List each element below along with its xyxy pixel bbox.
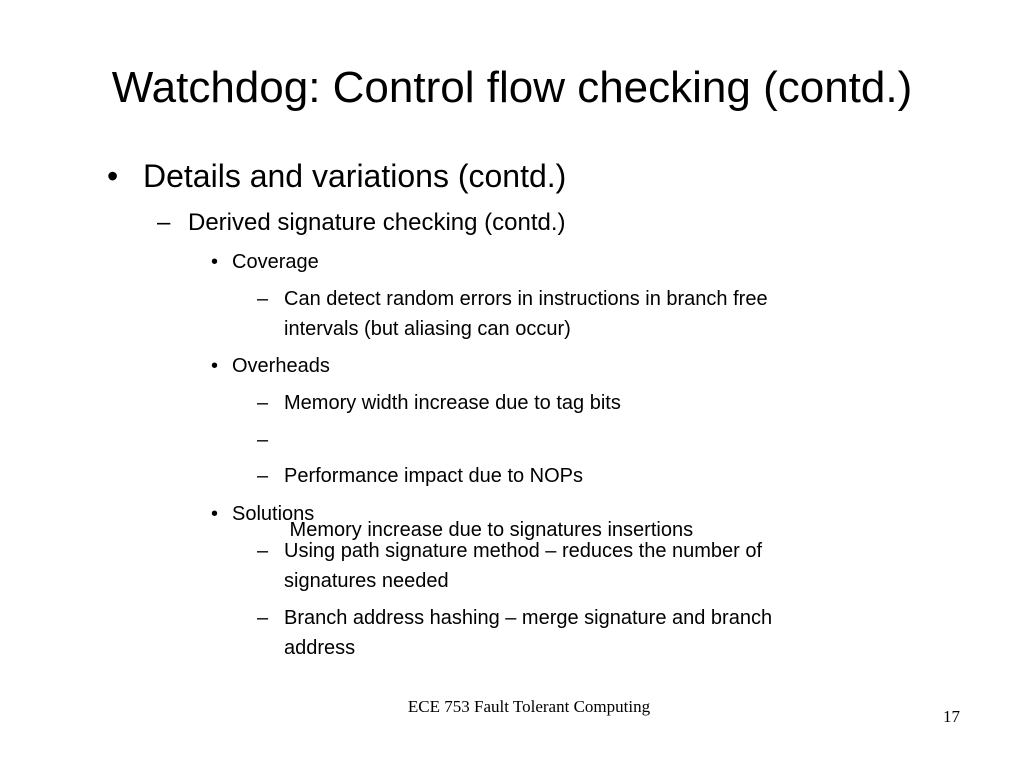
bullet-marker: •	[211, 503, 219, 525]
list-item-line: Branch address hashing – merge signature and branch	[284, 607, 773, 629]
subheading-item	[157, 208, 566, 238]
section-label: Solutions	[232, 503, 315, 525]
dash-marker: –	[157, 209, 171, 236]
list-item	[257, 461, 584, 491]
list-item-line: Using path signature method – reduces the number of	[284, 540, 763, 562]
list-item	[257, 603, 773, 663]
list-item-line: signatures needed	[284, 570, 449, 592]
list-item	[257, 388, 621, 418]
section-overheads	[211, 353, 330, 379]
heading-text: Details and variations (contd.)	[143, 158, 567, 194]
list-item-line: intervals (but aliasing can occur)	[284, 318, 571, 340]
slide-title: Watchdog: Control flow checking (contd.)	[111, 63, 913, 112]
section-label: Coverage	[232, 251, 319, 273]
heading-bullet-item	[107, 155, 567, 197]
list-item-line: Can detect random errors in instructions in branch free	[284, 288, 768, 310]
dash-marker: –	[257, 607, 269, 629]
bullet-marker: •	[211, 251, 219, 273]
list-item	[257, 284, 768, 344]
subheading-text: Derived signature checking (contd.)	[188, 209, 566, 236]
list-item-line: Performance impact due to NOPs	[284, 465, 584, 487]
section-solutions	[211, 501, 315, 527]
list-item-line: Memory width increase due to tag bits	[284, 392, 621, 414]
bullet-marker: •	[107, 158, 119, 194]
dash-marker: –	[257, 540, 269, 562]
section-coverage	[211, 249, 319, 275]
section-label: Overheads	[232, 355, 330, 377]
page-number: 17	[943, 707, 960, 726]
list-item	[257, 536, 763, 596]
dash-marker: –	[257, 392, 269, 414]
dash-marker: –	[257, 465, 269, 487]
dash-marker: –	[257, 288, 269, 310]
footer-course: ECE 753 Fault Tolerant Computing	[407, 697, 651, 716]
list-item-line: address	[284, 637, 356, 659]
dash-marker: –	[257, 429, 269, 451]
list-item-line: Memory increase due to signatures insertions	[284, 519, 694, 541]
bullet-marker: •	[211, 355, 219, 377]
